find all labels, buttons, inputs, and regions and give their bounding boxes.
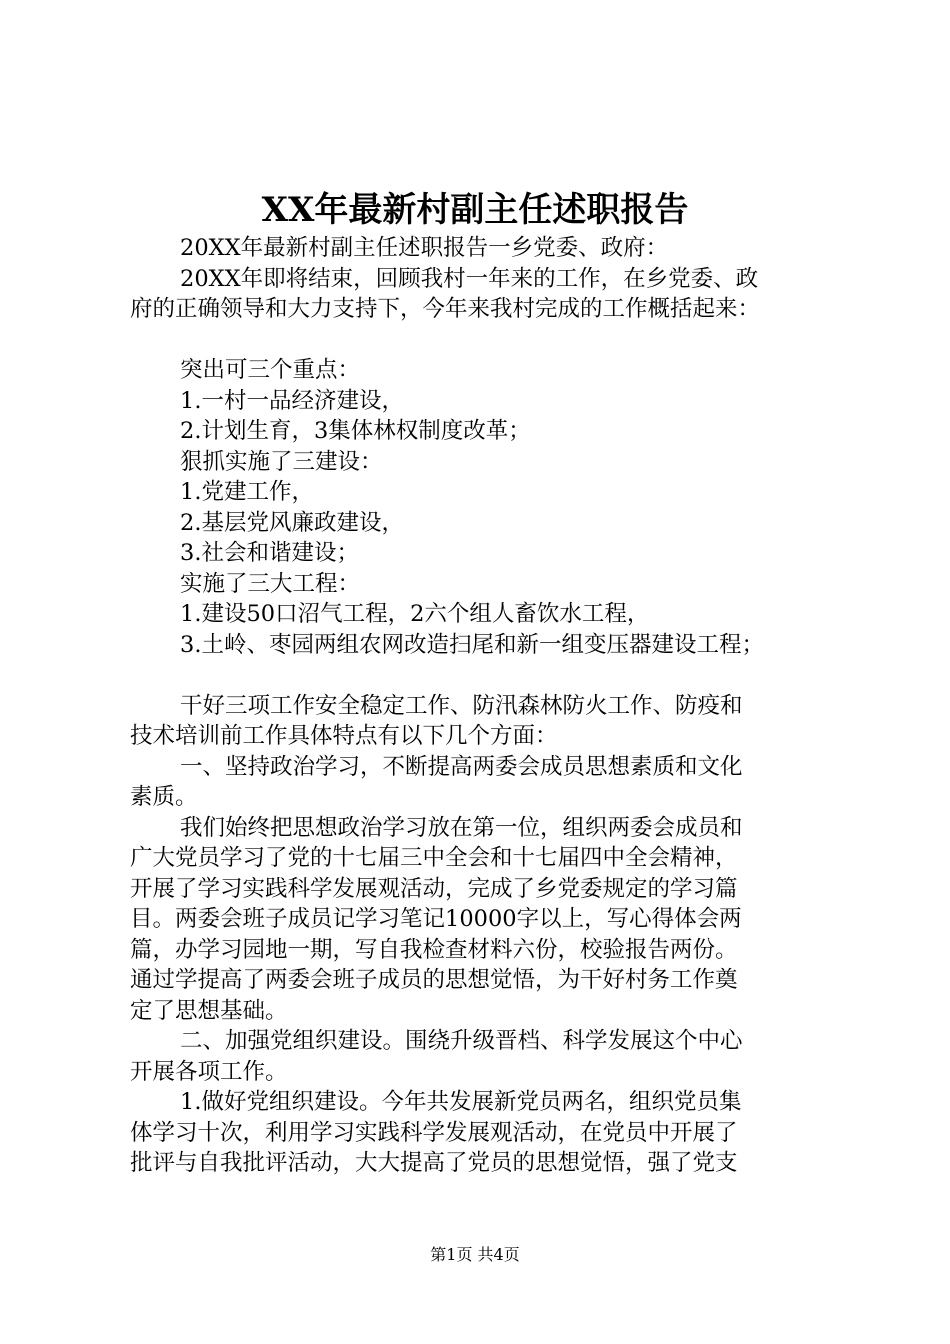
text-line: 通过学提高了两委会班子成员的思想觉悟，为干好村务工作奠 bbox=[130, 967, 738, 993]
text-line: 开展各项工作。 bbox=[130, 1058, 288, 1085]
text-line: 一、坚持政治学习，不断提高两委会成员思想素质和文化 bbox=[180, 753, 743, 780]
text-line: 我们始终把思想政治学习放在第一位，组织两委会成员和 bbox=[180, 814, 743, 841]
paragraph-gap bbox=[130, 325, 830, 356]
text-line: 1.党建工作， bbox=[180, 479, 314, 505]
text-line: 素质。 bbox=[130, 784, 198, 810]
text-line: 目。两委会班子成员记学习笔记10000字以上，写心得体会两 bbox=[130, 906, 742, 932]
text-line: 1.一村一品经济建设， bbox=[180, 387, 404, 414]
text-line: 2.基层党风廉政建设， bbox=[180, 509, 404, 536]
text-line: 体学习十次，利用学习实践科学发展观活动，在党员中开展了 bbox=[130, 1119, 738, 1146]
text-line: 技术培训前工作具体特点有以下几个方面： bbox=[130, 723, 558, 749]
text-line: 开展了学习实践科学发展观活动，完成了乡党委规定的学习篇 bbox=[130, 875, 738, 902]
text-line: 1.建设50口沼气工程，2六个组人畜饮水工程， bbox=[180, 601, 650, 627]
text-line: 2.计划生育，3集体林权制度改革； bbox=[180, 418, 531, 444]
text-line: 广大党员学习了党的十七届三中全会和十七届四中全会精神， bbox=[130, 845, 738, 871]
text-line: 3.土岭、枣园两组农网改造扫尾和新一组变压器建设工程； bbox=[180, 631, 764, 658]
text-line: 府的正确领导和大力支持下，今年来我村完成的工作概括起来： bbox=[130, 296, 761, 322]
text-line: 20XX年即将结束，回顾我村一年来的工作，在乡党委、政 bbox=[180, 265, 759, 292]
text-line: 1.做好党组织建设。今年共发展新党员两名，组织党员集 bbox=[180, 1089, 742, 1115]
document-title: XX年最新村副主任述职报告 bbox=[261, 190, 689, 230]
text-line: 篇，办学习园地一期，写自我检查材料六份，校验报告两份。 bbox=[130, 936, 738, 963]
text-line: 干好三项工作安全稳定工作、防汛森林防火工作、防疫和 bbox=[180, 692, 743, 719]
paragraph-gap bbox=[130, 660, 830, 691]
text-line: 实施了三大工程： bbox=[180, 570, 361, 597]
text-line: 20XX年最新村副主任述职报告一乡党委、政府： bbox=[180, 235, 669, 261]
text-line: 突出可三个重点： bbox=[180, 357, 361, 383]
text-line: 3.社会和谐建设； bbox=[180, 540, 359, 566]
page-footer: 第1页 共4页 bbox=[430, 1245, 520, 1264]
text-line: 二、加强党组织建设。围绕升级晋档、科学发展这个中心 bbox=[180, 1028, 743, 1054]
text-line: 批评与自我批评活动，大大提高了党员的思想觉悟，强了党支 bbox=[130, 1150, 738, 1176]
text-line: 狠抓实施了三建设： bbox=[180, 448, 383, 475]
text-line: 定了思想基础。 bbox=[130, 997, 288, 1024]
document-body bbox=[130, 233, 830, 1179]
